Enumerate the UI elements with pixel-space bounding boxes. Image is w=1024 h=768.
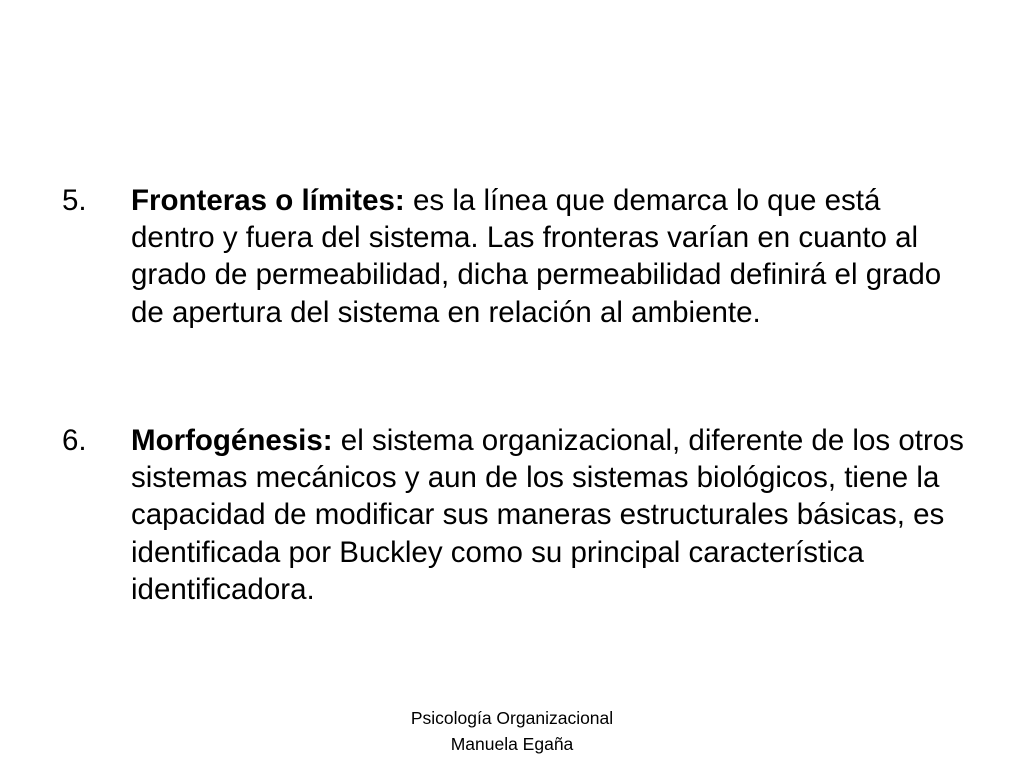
list-item-text: es la línea que demarca lo que está dentro y fuera del sistema. Las fronteras varían en cuanto al grado de permeabilidad, dicha permeabilidad definirá el grado de apertura del sistema en relación al ambiente. [131, 184, 942, 329]
list-item-morfogenesis [62, 422, 972, 608]
list-item-body [131, 422, 972, 608]
list-item-number: 6. [62, 424, 87, 457]
list-item-term: Fronteras o límites: [131, 184, 405, 217]
list-item-text: el sistema organizacional, diferente de los otros sistemas mecánicos y aun de los sistemas biológicos, tiene la capacidad de modificar sus maneras estructurales básicas, es identificada por Buckley como su principal característica identificadora. [131, 424, 964, 606]
list-item-number: 5. [62, 184, 87, 217]
list-item-body [131, 182, 972, 331]
footer-author: Manuela Egaña [450, 734, 574, 754]
list-item-fronteras [62, 182, 972, 331]
list-item-term: Morfogénesis: [131, 424, 333, 457]
footer-course: Psicología Organizacional [410, 708, 614, 728]
slide-footer [312, 705, 712, 757]
